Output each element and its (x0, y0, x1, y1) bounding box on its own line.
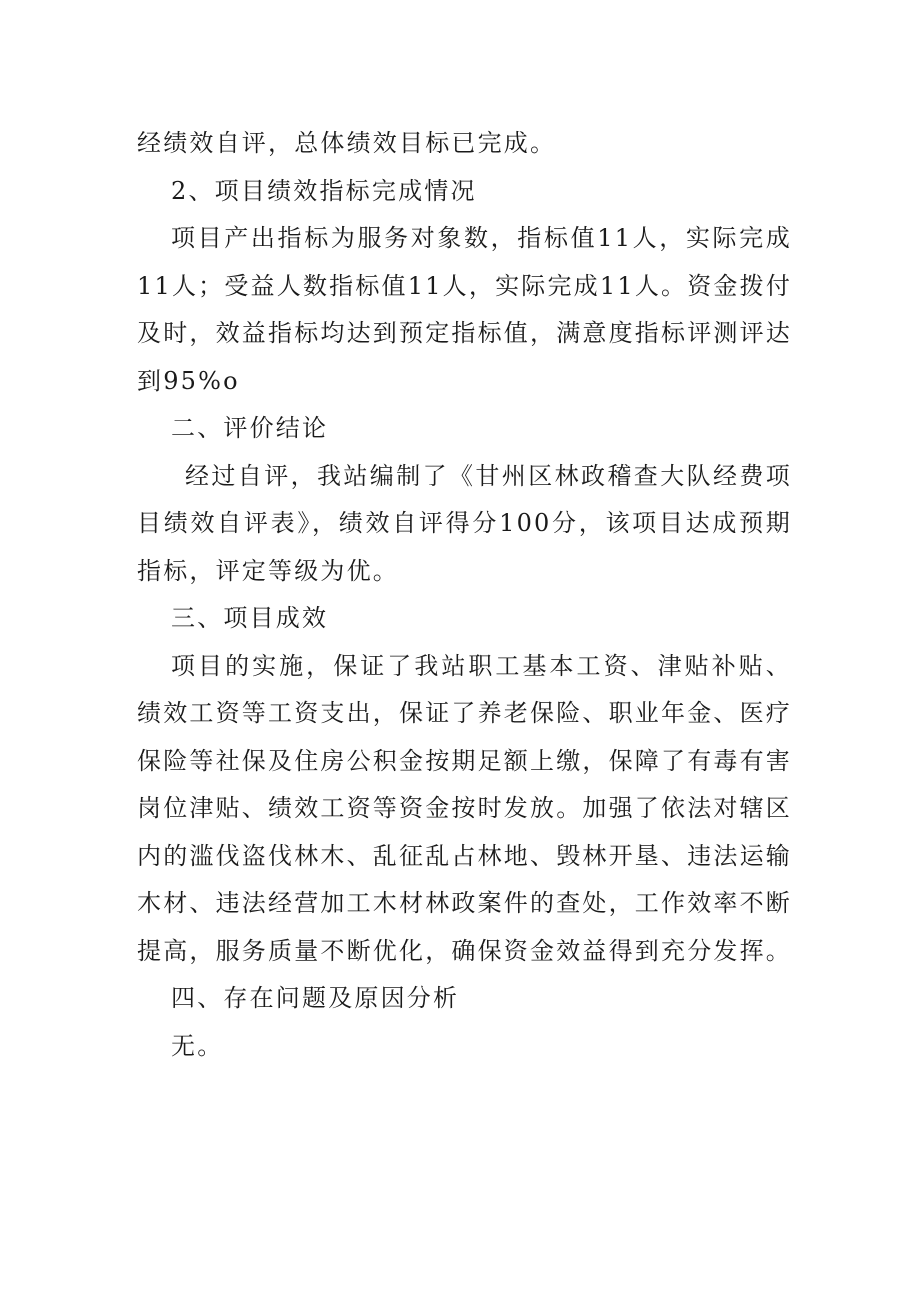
paragraph-results: 项目的实施，保证了我站职工基本工资、津贴补贴、绩效工资等工资支出，保证了养老保险、职业年金、医疗保险等社保及住房公积金按期足额上缴，保障了有毒有害岗位津贴、绩效工资等资金按时发放。加强了依法对辖区内的滥伐盗伐林木、乱征乱占林地、毁林开垦、违法运输木材、违法经营加工木材林政案件的查处，工作效率不断提高，服务质量不断优化，确保资金效益得到充分发挥。 (137, 651, 792, 965)
section-heading-results: 三、项目成效 (171, 604, 329, 632)
paragraph-continuation: 经绩效自评，总体绩效目标已完成。 (137, 129, 557, 157)
paragraph-conclusion: 经过自评，我站编制了《甘州区林政稽查大队经费项目绩效自评表》，绩效自评得分100分，该项目达成预期指标，评定等级为优。 (137, 461, 792, 585)
paragraph-problems: 无。 (171, 1031, 224, 1060)
document-body (137, 120, 792, 1070)
section-heading-indicators: 2、项目绩效指标完成情况 (171, 176, 477, 205)
section-heading-conclusion: 二、评价结论 (171, 414, 329, 442)
section-heading-problems: 四、存在问题及原因分析 (171, 984, 460, 1012)
paragraph-indicators: 项目产出指标为服务对象数，指标值11人，实际完成11人；受益人数指标值11人，实际完成11人。资金拨付及时，效益指标均达到预定指标值，满意度指标评测评达到95%o (137, 224, 793, 395)
